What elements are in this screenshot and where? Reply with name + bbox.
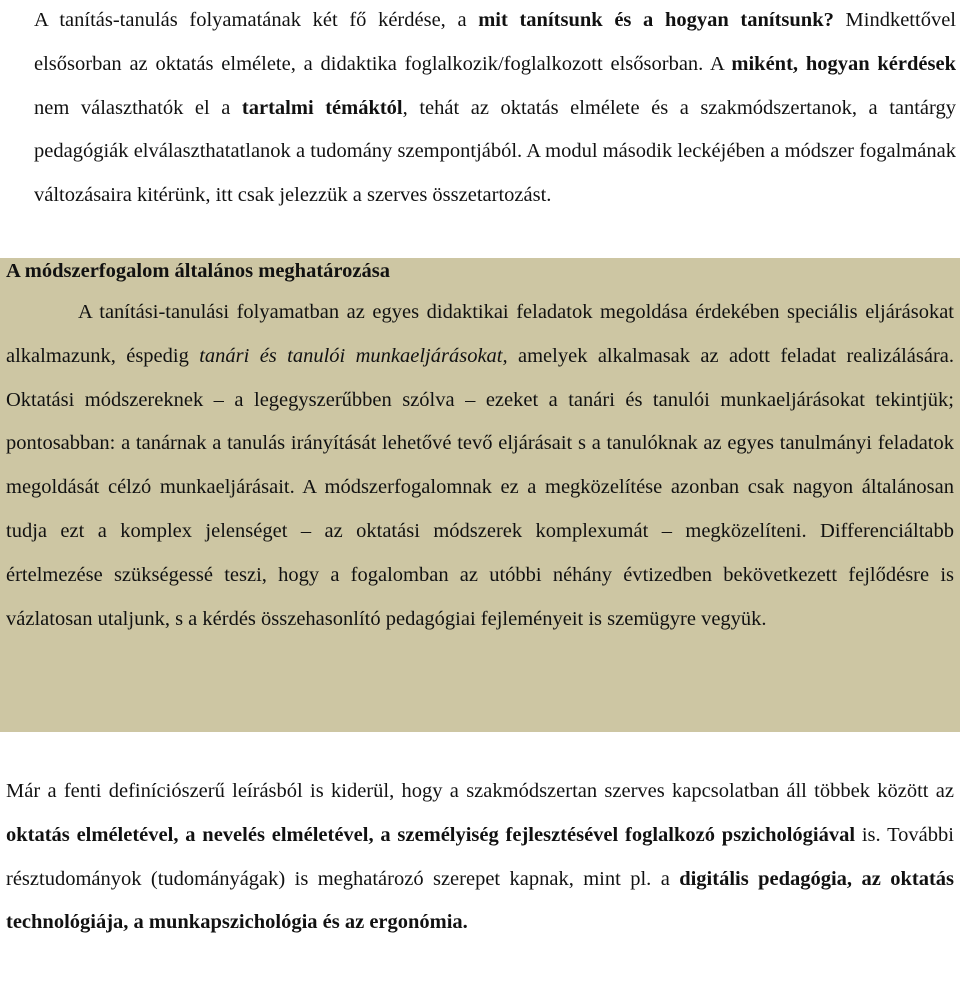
definition-italic: tanári és tanulói munkaeljárásokat,: [199, 344, 508, 367]
definition-paragraph: [6, 291, 954, 641]
definition-text-1: A tanítási-tanulási folyamatban az egyes didaktikai feladatok megoldása érdekében speciális eljárásokat alkalmazunk, éspedig: [6, 301, 954, 367]
definition-text-2: amelyek alkalmasak az adott feladat realizálására. Oktatási módszereknek – a legegyszerűbben szólva – ezeket a tanári és tanulói munkaeljárásokat tekintjük; pontosabban: a tanárnak a tanulás irányítását lehetővé tevő eljárásait s a tanulóknak az egyes tanulmányi feladatok megoldását célzó munkaeljárásait. A módszerfogalomnak ez a megközelítése azonban csak nagyon általánosan tudja ezt a komplex jelenséget – az oktatási módszerek komplexumát – megközelíteni. Differenciáltabb értelmezése szükségessé teszi, hogy a fogalomban az utóbbi néhány évtizedben bekövetkezett fejlődésre is vázlatosan utaljunk, s a kérdés összehasonlító pedagógiai fejleményeit is szemügyre vegyük.: [6, 344, 954, 630]
intro-text-4: , tehát az oktatás elmélete és a szakmódszertanok, a tantárgy pedagógiák elválaszthatatlanok a tudomány szempontjából. A modul második leckéjében a módszer fogalmának változásaira kitérünk, itt csak jelezzük a szerves összetartozást.: [34, 96, 956, 207]
intro-paragraph: [34, 0, 956, 218]
intro-text-3: nem választhatók el a: [34, 96, 242, 119]
intro-bold-questions: mit tanítsunk és a hogyan tanítsunk?: [478, 9, 834, 31]
conclusion-bold-2: digitális pedagógia, az oktatás technológiája, a munkapszichológia és az ergonómia.: [6, 867, 954, 934]
intro-text-1: A tanítás-tanulás folyamatának két fő kérdése, a: [34, 9, 479, 31]
conclusion-paragraph: [6, 770, 954, 945]
conclusion-text-2: is. További résztudományok (tudományágak) is meghatározó szerepet kapnak, mint pl. a: [6, 823, 954, 890]
intro-text-2: Mindkettővel elsősorban az oktatás elmélete, a didaktika foglalkozik/foglalkozott elsősorban. A: [34, 9, 956, 75]
intro-bold-topics: tartalmi témáktól: [241, 96, 403, 119]
definition-title: A módszerfogalom általános meghatározása: [6, 260, 390, 282]
intro-bold-how: miként, hogyan kérdések: [731, 52, 956, 75]
conclusion-bold-1: oktatás elméletével, a nevelés elméletével, a személyiség fejlesztésével foglalkozó pszichológiával: [6, 823, 856, 846]
conclusion-text-1: Már a fenti definíciószerű leírásból is kiderül, hogy a szakmódszertan szerves kapcsolatban áll többek között az: [6, 780, 954, 802]
